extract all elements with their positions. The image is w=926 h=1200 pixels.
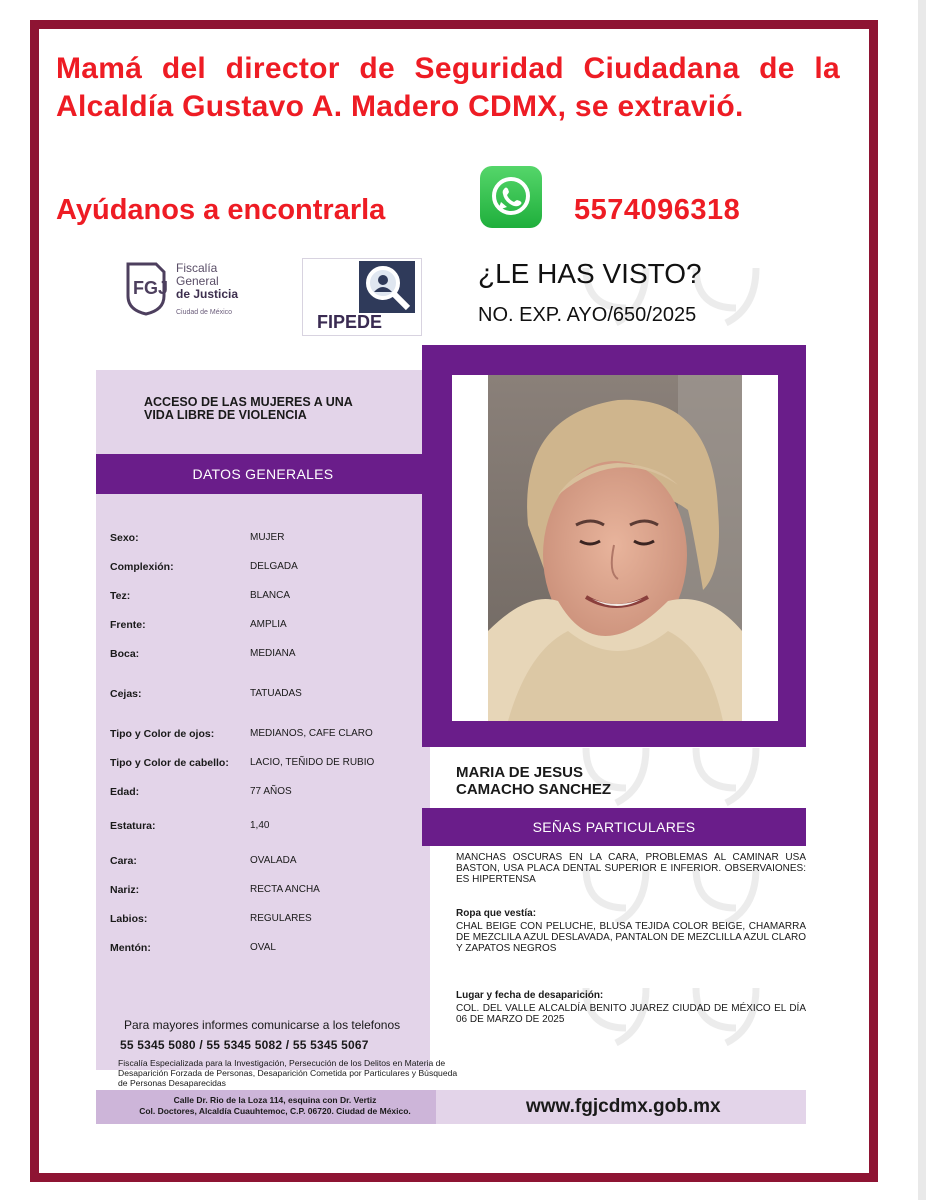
field-row [110,786,430,802]
senas-particulares-header: SEÑAS PARTICULARES [422,808,806,846]
fgj-text-line3: de Justicia [176,287,239,301]
field-label: Frente: [110,619,146,631]
field-label: Tez: [110,590,131,602]
program-text: ACCESO DE LAS MUJERES A UNA VIDA LIBRE DE VIOLENCIA [144,395,353,422]
fgj-text-line1: Fiscalía [176,261,218,275]
ropa-label: Ropa que vestía: [456,908,537,919]
fipede-magnifier-icon [359,261,415,313]
field-label: Mentón: [110,942,151,954]
field-label: Sexo: [110,532,139,544]
fgj-logo [124,258,254,322]
missing-person-poster [96,248,808,1128]
address-text [110,1095,440,1117]
field-value: REGULARES [250,913,312,924]
field-label: Tipo y Color de ojos: [110,728,215,740]
headline-text: Mamá del director de Seguridad Ciudadana de la Alcaldía Gustavo A. Madero CDMX, se extravió. [56,52,840,123]
person-name-line2: CAMACHO SANCHEZ [456,781,611,798]
field-label: Estatura: [110,820,156,832]
fgj-logo-icon [124,260,170,316]
field-row [110,590,430,606]
field-row [110,884,430,900]
field-value: RECTA ANCHA [250,884,320,895]
field-value: 1,40 [250,820,270,831]
field-label: Nariz: [110,884,140,896]
svg-text:FGJ: FGJ [133,278,169,298]
help-phone-number[interactable]: 5574096318 [574,194,741,226]
whatsapp-icon[interactable] [480,166,542,228]
field-value: TATUADAS [250,688,302,699]
field-label: Boca: [110,648,140,660]
field-value: OVALADA [250,855,297,866]
help-text: Ayúdanos a encontrarla [56,194,386,226]
lugar-text: COL. DEL VALLE ALCALDÍA BENITO JUAREZ CIUDAD DE MÉXICO EL DÍA 06 DE MARZO DE 2025 [456,1003,806,1025]
field-label: Labios: [110,913,148,925]
field-row [110,728,430,744]
expediente-number: NO. EXP. AYO/650/2025 [478,304,697,326]
help-row [56,190,836,236]
page-edge [918,0,926,1200]
field-label: Edad: [110,786,140,798]
contact-intro: Para mayores informes comunicarse a los telefonos [124,1018,401,1032]
photo-frame [422,345,806,747]
ropa-text: CHAL BEIGE CON PELUCHE, BLUSA TEJIDA COLOR BEIGE, CHAMARRA DE MEZCLILA AZUL DESLAVADA, PANTALON DE MEZCLILLA AZUL CLARO Y ZAPATOS NEGROS [456,921,806,954]
field-value: 77 AÑOS [250,786,292,797]
lugar-label: Lugar y fecha de desaparición: [456,990,604,1001]
datos-generales-header: DATOS GENERALES [96,454,430,494]
fgj-text-line4: Ciudad de México [176,309,233,316]
website-bar [436,1090,806,1124]
missing-person-photo [488,375,742,721]
senas-text: MANCHAS OSCURAS EN LA CARA, PROBLEMAS AL CAMINAR USA BASTON, USA PLACA DENTAL SUPERIOR E INFERIOR. OBSERVAIONES: ES HIPERTENSA [456,852,806,885]
datos-panel [96,370,430,1070]
institution-text: Fiscalía Especializada para la Investigación, Persecución de los Delitos en Materia de Desaparición Forzada de Personas, Desaparición Cometida por Particulares y Búsqueda de Personas Desaparecidas [118,1058,458,1088]
field-value: BLANCA [250,590,291,601]
field-value: MUJER [250,532,285,543]
person-name-line1: MARIA DE JESUS [456,764,583,781]
field-value: AMPLIA [250,619,287,630]
field-row [110,561,430,577]
address-line1: Calle Dr. Rio de la Loza 114, esquina con Dr. Vertiz [173,1095,377,1105]
field-row [110,942,430,958]
field-value: OVAL [250,942,276,953]
address-line2: Col. Doctores, Alcaldía Cuauhtemoc, C.P. 06720. Ciudad de México. [139,1106,411,1116]
fipede-logo-text: FIPEDE [317,312,383,332]
fgj-text-line2: General [176,274,219,288]
website-link[interactable]: www.fgjcdmx.gob.mx [526,1096,721,1117]
field-row [110,820,430,836]
field-label: Cejas: [110,688,142,700]
field-value: LACIO, TEÑIDO DE RUBIO [250,757,375,768]
field-row [110,757,430,773]
field-value: MEDIANA [250,648,296,659]
field-label: Tipo y Color de cabello: [110,757,229,769]
photo-inner [452,375,778,721]
person-name [456,764,611,798]
field-row [110,532,430,548]
field-label: Complexión: [110,561,174,573]
field-row [110,913,430,929]
address-bar [96,1090,436,1124]
contact-phones[interactable]: 55 5345 5080 / 55 5345 5082 / 55 5345 5067 [120,1038,369,1052]
poster-title: ¿LE HAS VISTO? [478,258,702,289]
field-value: DELGADA [250,561,298,572]
field-row [110,855,430,871]
field-row [110,648,430,664]
field-row [110,688,430,704]
fipede-logo [302,258,422,336]
field-row [110,619,430,635]
field-value: MEDIANOS, CAFE CLARO [250,728,373,739]
field-label: Cara: [110,855,137,867]
